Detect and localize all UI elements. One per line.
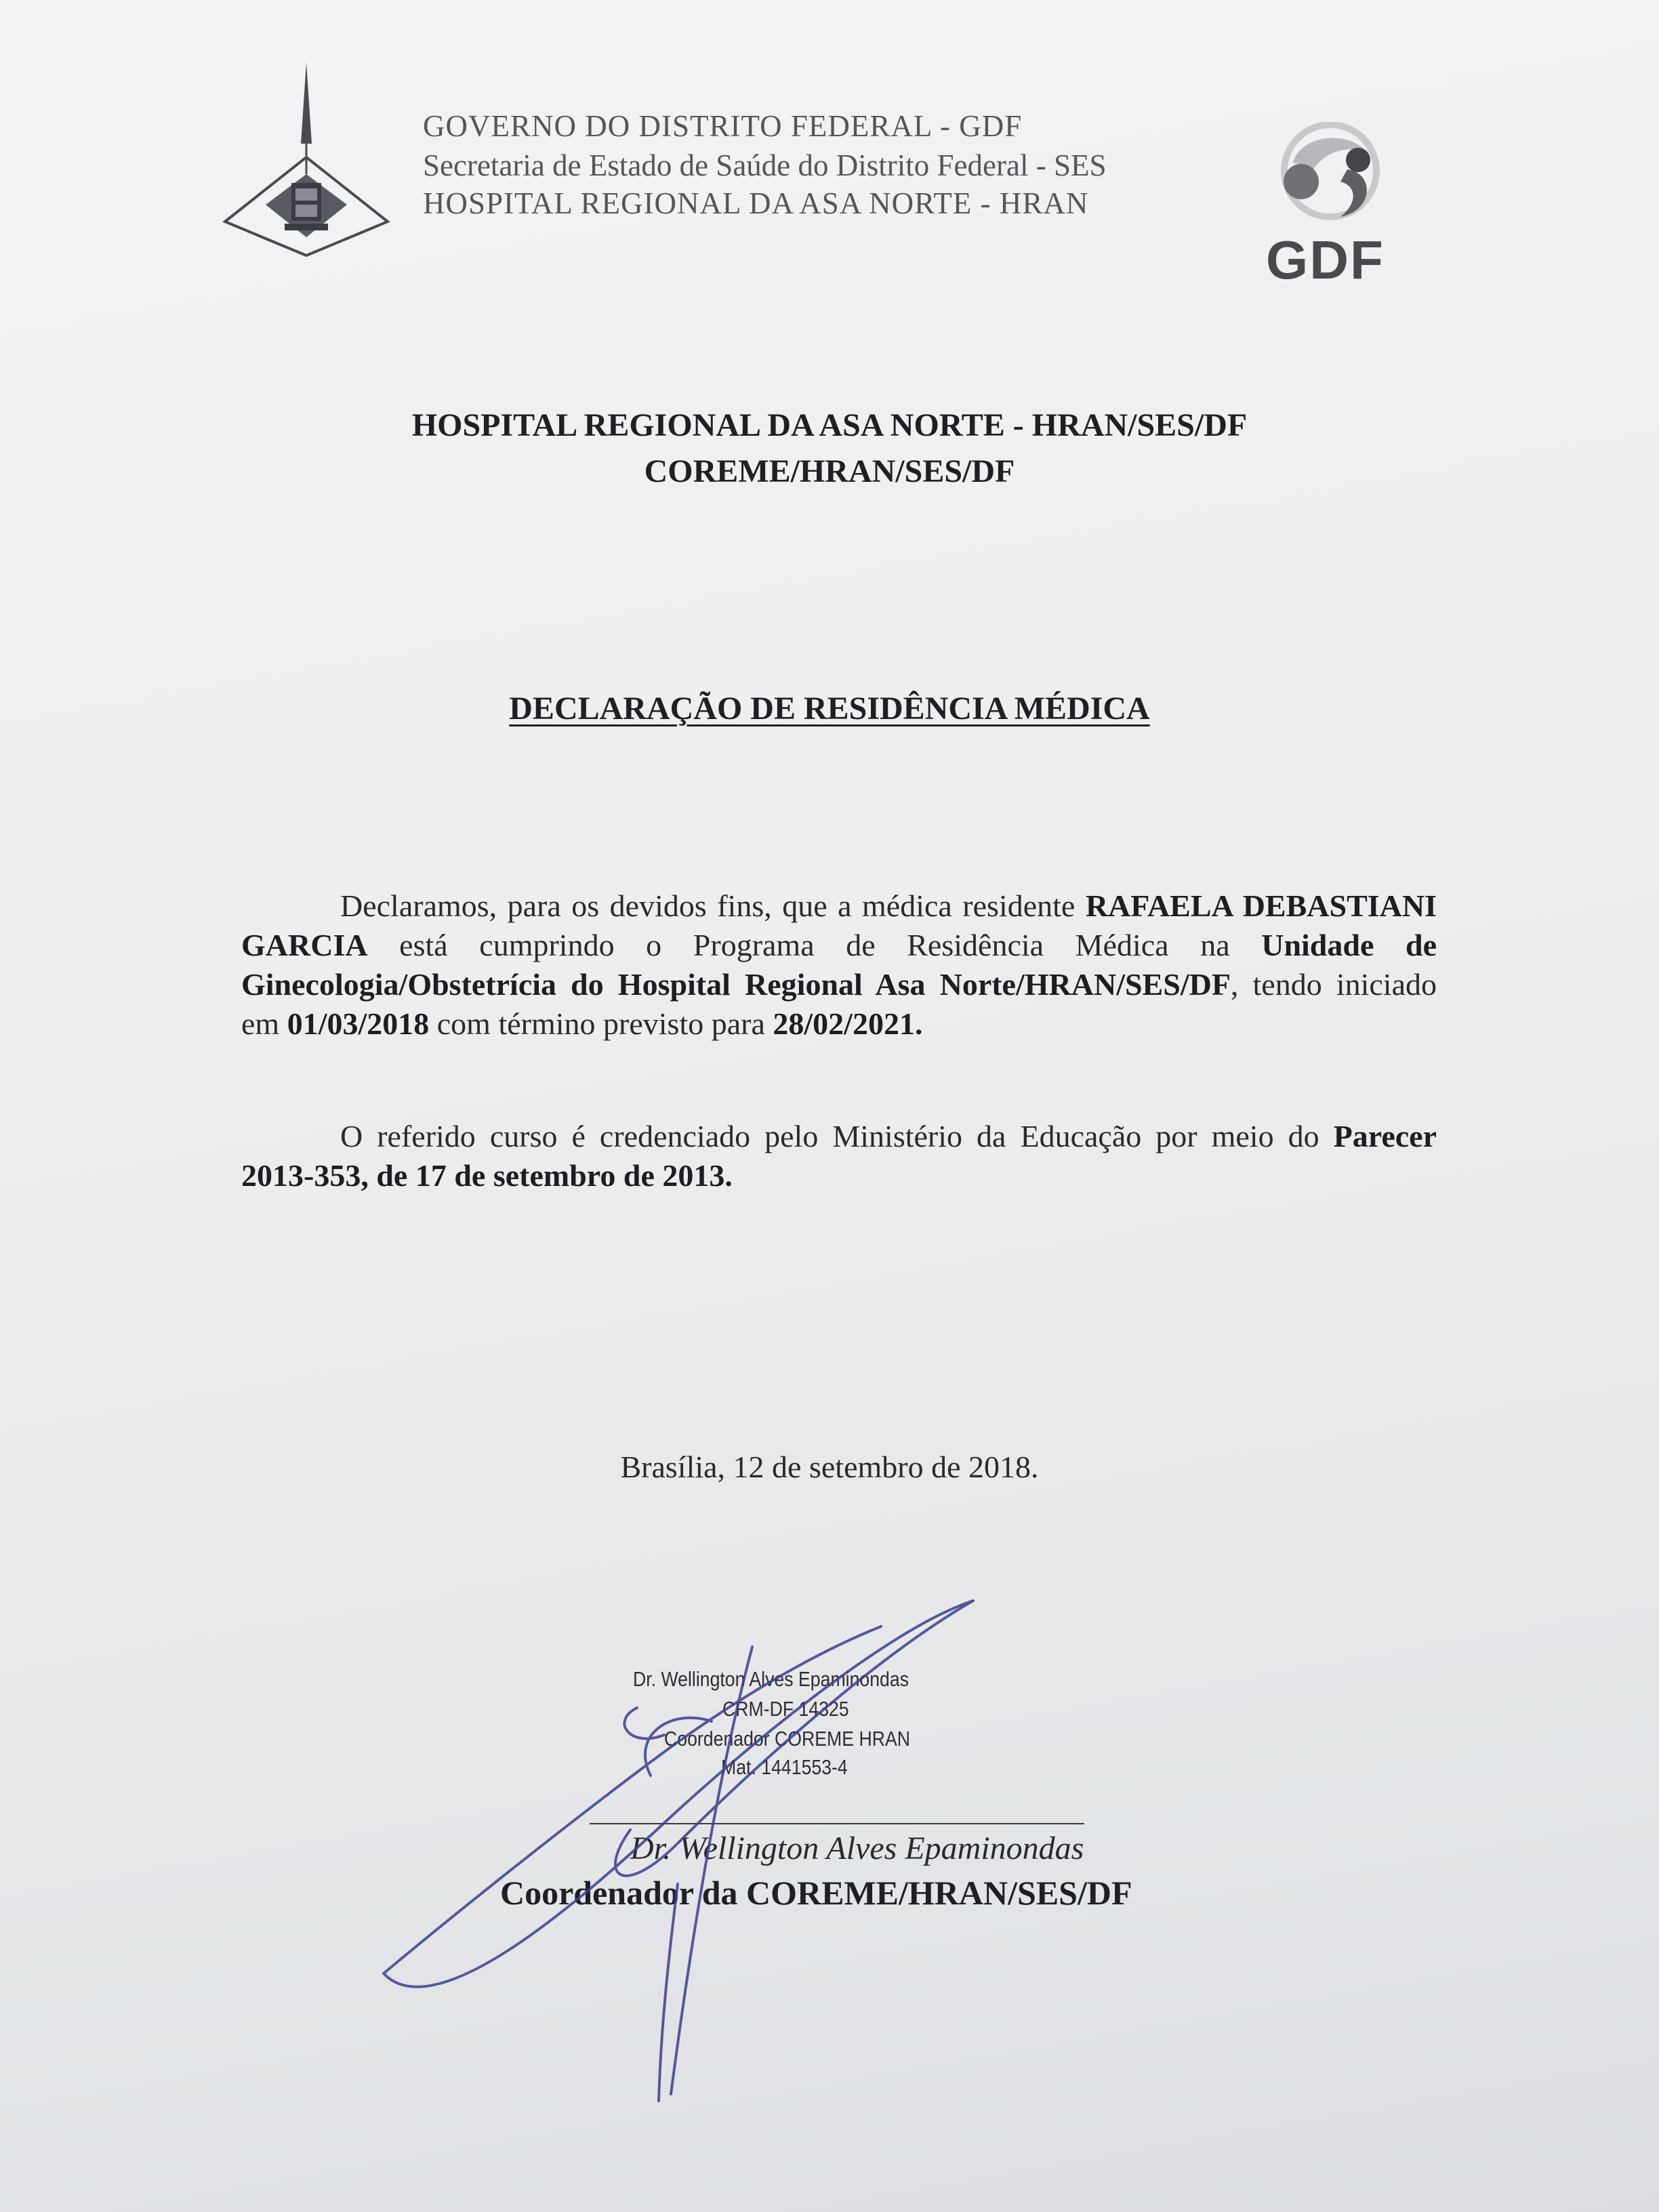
header-secretariat: Secretaria de Estado de Saúde do Distrito Federal - SES xyxy=(423,148,1107,182)
p1-text-4: com término previsto para xyxy=(429,1006,773,1041)
header-hospital: HOSPITAL REGIONAL DA ASA NORTE - HRAN xyxy=(423,186,1089,220)
p2-text-1: O referido curso é credenciado pelo Ministério da Educação por meio do xyxy=(340,1119,1334,1153)
resident-name: RAFAELA DEBASTIANI GARCIA xyxy=(241,888,1437,962)
end-date: 28/02/2021. xyxy=(773,1006,923,1041)
declaration-paragraph xyxy=(241,886,1437,1044)
residency-unit: Unidade de Ginecologia/Obstetrícia do Hospital Regional Asa Norte/HRAN/SES/DF xyxy=(241,928,1437,1002)
stamp-registration: Mat. 1441553-4 xyxy=(721,1755,848,1779)
start-date: 01/03/2018 xyxy=(287,1006,430,1041)
document-title: DECLARAÇÃO DE RESIDÊNCIA MÉDICA xyxy=(509,691,1150,726)
signature-line xyxy=(590,1823,1084,1824)
p1-text-3: , tendo iniciado em xyxy=(241,967,1437,1041)
accreditation-paragraph xyxy=(241,1117,1437,1195)
stamp-crm: CRM-DF 14325 xyxy=(722,1697,849,1721)
signatory-role: Coordenador da COREME/HRAN/SES/DF xyxy=(500,1874,1132,1912)
p1-text-2: está cumprindo o Programa de Residência Médica na xyxy=(367,928,1262,962)
place-date: Brasília, 12 de setembro de 2018. xyxy=(620,1450,1039,1484)
signatory-name: Dr. Wellington Alves Epaminondas xyxy=(630,1830,1084,1866)
parecer-reference: Parecer 2013-353, de 17 de setembro de 2013. xyxy=(241,1119,1437,1193)
gdf-logo-icon xyxy=(1273,122,1388,224)
stamp-name: Dr. Wellington Alves Epaminondas xyxy=(633,1667,909,1691)
title-coreme: COREME/HRAN/SES/DF xyxy=(644,453,1015,489)
stamp-role: Coordenador COREME HRAN xyxy=(664,1727,911,1750)
brasilia-coat-of-arms-icon xyxy=(218,62,394,259)
header-government: GOVERNO DO DISTRITO FEDERAL - GDF xyxy=(423,109,1023,143)
p1-text-1: Declaramos, para os devidos fins, que a médica residente xyxy=(340,888,1086,923)
title-hospital: HOSPITAL REGIONAL DA ASA NORTE - HRAN/SES/DF xyxy=(411,407,1248,443)
gdf-logo-text: GDF xyxy=(1266,230,1385,290)
